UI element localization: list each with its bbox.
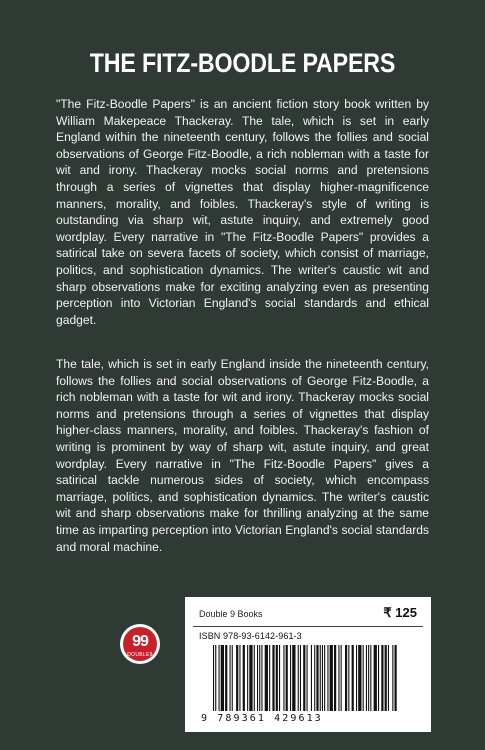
price-label: ₹ 125 — [383, 605, 417, 620]
publisher-name: Double 9 Books — [199, 609, 263, 619]
barcode-digits: 9 789361 429613 — [201, 713, 323, 724]
divider — [193, 626, 423, 627]
logo-number: 99 — [132, 633, 148, 650]
blurb-paragraph-1: "The Fitz-Boodle Papers" is an ancient fiction story book written by William Makepeace Thackeray. The tale, which is set in early England within the nineteenth century, follows the follies and social observations of George Fitz-Boodle, a rich nobleman with a taste for wit and irony. Thackeray mocks social norms and pretensions through a series of vignettes that display higher-magnificence manners, morality, and foibles. Thackeray's style of writing is outstanding via sharp wit, astute inquiry, and extremely good wordplay. Every narrative in "The Fitz-Boodle Papers" provides a satirical take on severa facets of society, which consist of marriage, politics, and sophistication dynamics. The writer's caustic wit and sharp observations make for exciting analyzing even as presenting perception into Victorian England's social standards and ethical gadget. — [56, 97, 429, 327]
publisher-logo — [120, 624, 160, 664]
blurb-paragraph-2: The tale, which is set in early England inside the nineteenth century, follows the follies and social observations of George Fitz-Boodle, a rich nobleman with a taste for wit and irony. Thackeray mocks social norms and pretensions through a series of vignettes that display higher-class manners, morality, and foibles. Thackeray's fashion of writing is prominent by way of sharp wit, astute inquiry, and great wordplay. Every narrative in "The Fitz-Boodle Papers" gives a satirical tackle numerous sides of society, which encompass marriage, politics, and sophistication dynamics. The writer's caustic wit and sharp observations make for thrilling analyzing at the same time as imparting perception into Victorian England's social standards and moral machine. — [56, 357, 429, 554]
isbn-label: ISBN 978-93-6142-961-3 — [199, 631, 302, 641]
logo-wordmark: DOUBLE9 — [127, 652, 153, 658]
book-title: THE FITZ-BOODLE PAPERS — [89, 48, 396, 78]
barcode-panel — [185, 597, 431, 732]
logo-badge — [123, 627, 157, 661]
barcode-icon — [211, 645, 399, 711]
